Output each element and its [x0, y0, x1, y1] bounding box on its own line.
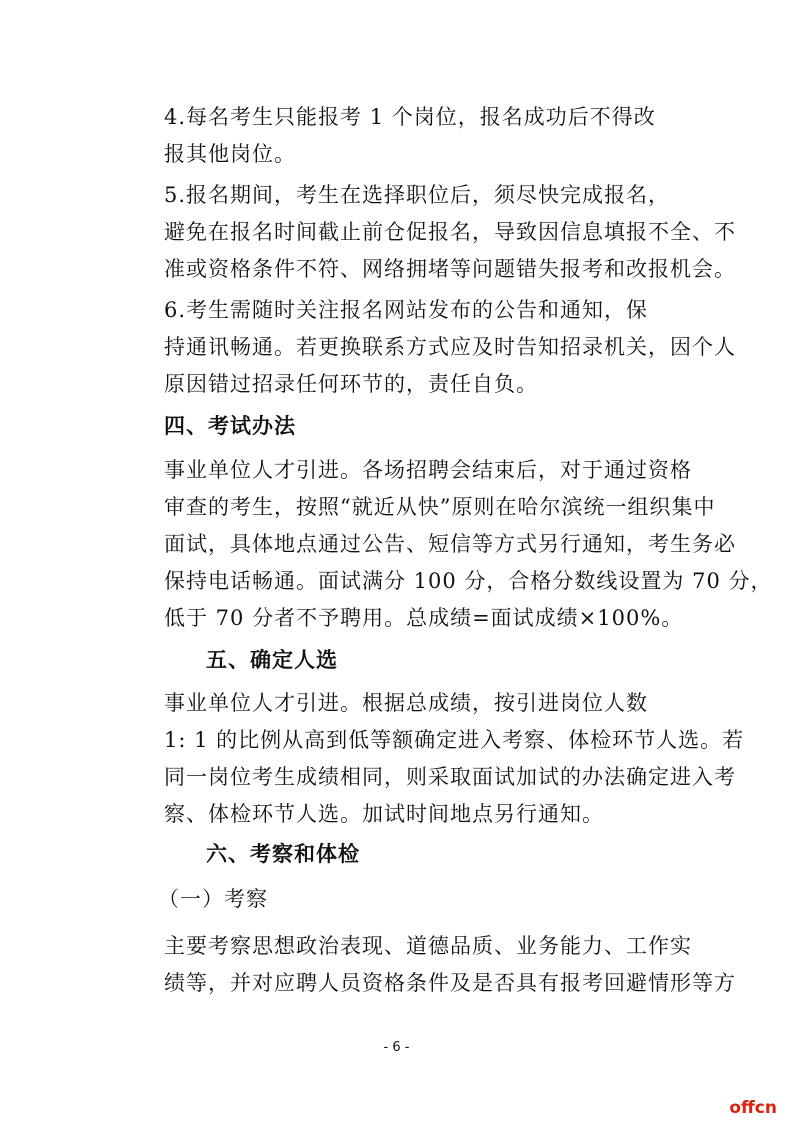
paragraph-line: 6.考生需随时关注报名网站发布的公告和通知，保: [164, 298, 649, 322]
paragraph-line: 主要考察思想政治表现、道德品质、业务能力、工作实: [164, 934, 692, 958]
subsection-heading-inspection: （一）考察: [158, 887, 268, 911]
paragraph-line: 报其他岗位。: [164, 142, 296, 166]
paragraph-line: 5.报名期间，考生在选择职位后，须尽快完成报名，: [164, 183, 671, 207]
paragraph-line: 同一岗位考生成绩相同，则采取面试加试的办法确定进入考: [164, 765, 736, 789]
paragraph-line: 绩等，并对应聘人员资格条件及是否具有报考回避情形等方: [164, 971, 736, 995]
paragraph-line: 事业单位人才引进。各场招聘会结束后，对于通过资格: [164, 458, 692, 482]
paragraph-selection: [122, 685, 745, 833]
section-heading-inspection: 六、考察和体检: [206, 842, 360, 866]
paragraph-item-6: [122, 292, 736, 403]
paragraph-line: 审查的考生，按照“就近从快”原则在哈尔滨统一组织集中: [164, 495, 716, 519]
paragraph-item-4: [122, 99, 677, 173]
paragraph-line: 准或资格条件不符、网络拥堵等问题错失报考和改报机会。: [164, 257, 736, 281]
paragraph-line: 持通讯畅通。若更换联系方式应及时告知招录机关，因个人: [164, 335, 736, 359]
page-number: - 6 -: [383, 1040, 410, 1055]
paragraph-line: 保持电话畅通。面试满分 100 分，合格分数线设置为 70 分，: [164, 569, 773, 593]
section-heading-selection: 五、确定人选: [206, 648, 338, 672]
paragraph-line: 1: 1 的比例从高到低等额确定进入考察、体检环节人选。若: [164, 728, 745, 752]
section-heading-exam: 四、考试办法: [164, 414, 296, 438]
paragraph-line: 避免在报名时间截止前仓促报名，导致因信息填报不全、不: [164, 220, 736, 244]
paragraph-line: 低于 70 分者不予聘用。总成绩=面试成绩×100%。: [164, 606, 684, 630]
paragraph-item-5: [122, 177, 736, 288]
paragraph-inspection: [122, 928, 736, 1002]
paragraph-exam-method: [122, 452, 773, 637]
offcn-watermark-logo: offcn: [729, 1098, 777, 1118]
paragraph-line: 原因错过招录任何环节的，责任自负。: [164, 372, 538, 396]
paragraph-line: 察、体检环节人选。加试时间地点另行通知。: [164, 802, 604, 826]
paragraph-line: 4.每名考生只能报考 1 个岗位，报名成功后不得改: [164, 105, 656, 129]
paragraph-line: 面试，具体地点通过公告、短信等方式另行通知，考生务必: [164, 532, 736, 556]
paragraph-line: 事业单位人才引进。根据总成绩，按引进岗位人数: [164, 691, 648, 715]
